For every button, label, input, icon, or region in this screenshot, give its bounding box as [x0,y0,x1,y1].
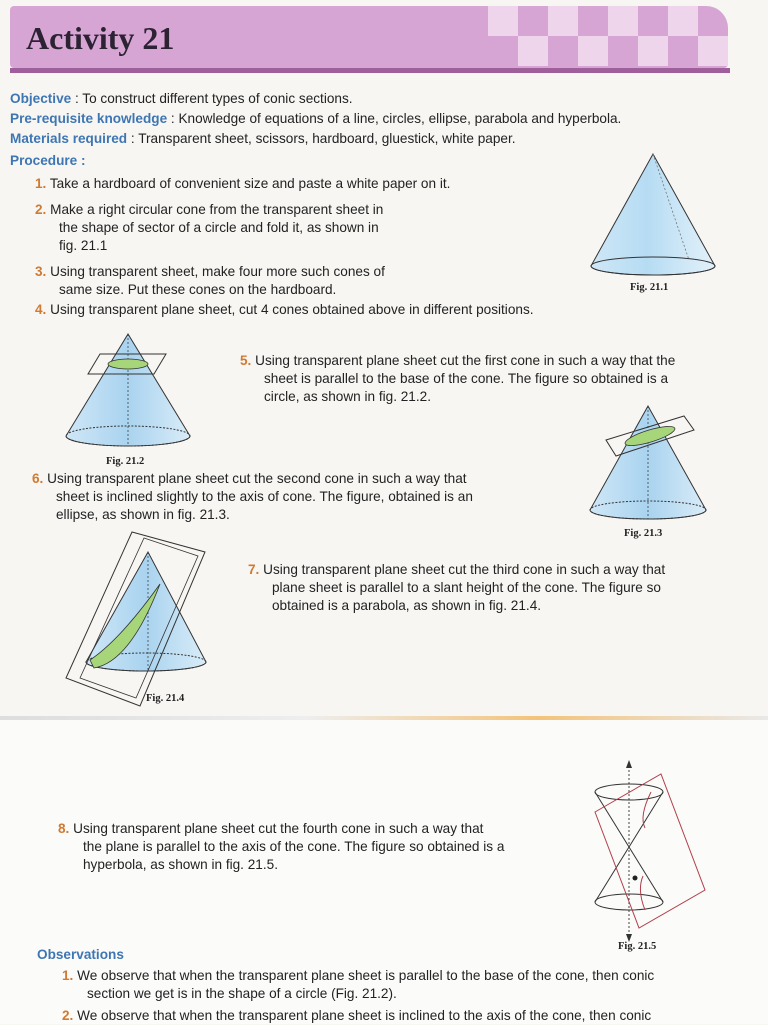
cone-figure-21-2 [60,328,195,453]
caption-fig-21-2: Fig. 21.2 [106,456,145,467]
caption-fig-21-3: Fig. 21.3 [624,528,663,539]
step-6-line-3: ellipse, as shown in fig. 21.3. [56,507,230,522]
observation-2: 2. We observe that when the transparent plane sheet is inclined to the axis of the cone, then conic [62,1008,652,1023]
prerequisite-text: : Knowledge of equations of a line, circles, ellipse, parabola and hyperbola. [170,111,622,126]
cone-figure-21-1 [585,150,725,280]
step-8: 8. Using transparent plane sheet cut the fourth cone in such a way that [58,821,484,836]
step-7-line-3: obtained is a parabola, as shown in fig. 21.4. [272,598,542,613]
double-cone-figure-21-5 [585,760,715,945]
step-2-line-2: the shape of sector of a circle and fold it, as shown in [59,220,379,235]
step-7: 7. Using transparent plane sheet cut the third cone in such a way that [248,562,666,577]
objective-text: : To construct different types of conic sections. [74,91,353,106]
cone-figure-21-4 [60,530,220,710]
step-2: 2. Make a right circular cone from the transparent sheet in [35,202,384,217]
step-5: 5. Using transparent plane sheet cut the first cone in such a way that the [240,353,676,368]
objective-line [10,90,353,108]
observations-label: Observations [37,947,124,962]
caption-fig-21-1: Fig. 21.1 [630,282,669,293]
banner-shadow [10,68,730,73]
step-3: 3. Using transparent sheet, make four more such cones of [35,264,385,279]
step-6: 6. Using transparent plane sheet cut the second cone in such a way that [32,471,467,486]
step-5-line-3: circle, as shown in fig. 21.2. [264,389,431,404]
materials-text: : Transparent sheet, scissors, hardboard, gluestick, white paper. [130,131,516,146]
step-8-line-3: hyperbola, as shown in fig. 21.5. [83,857,278,872]
materials-label: Materials required [10,131,128,146]
step-2-line-3: fig. 21.1 [59,238,108,253]
prerequisite-label: Pre-requisite knowledge [10,111,168,126]
objective-label: Objective [10,91,72,106]
caption-fig-21-5: Fig. 21.5 [618,941,657,952]
prerequisite-line [10,110,621,128]
step-6-line-2: sheet is inclined slightly to the axis of cone. The figure, obtained is an [56,489,473,504]
cone-figure-21-3 [586,400,716,528]
step-4: 4. Using transparent plane sheet, cut 4 cones obtained above in different positions. [35,302,534,317]
observation-1: 1. We observe that when the transparent plane sheet is parallel to the base of the cone, then conic [62,968,655,983]
caption-fig-21-4: Fig. 21.4 [146,693,185,704]
step-1: 1. Take a hardboard of convenient size and paste a white paper on it. [35,176,451,191]
step-7-line-2: plane sheet is parallel to a slant height of the cone. The figure so [272,580,661,595]
step-3-line-2: same size. Put these cones on the hardboard. [59,282,337,297]
page-title: Activity 21 [26,20,175,56]
materials-line [10,130,516,148]
step-8-line-2: the plane is parallel to the axis of the cone. The figure so obtained is a [83,839,505,854]
observation-1-line-2: section we get is in the shape of a circle (Fig. 21.2). [87,986,397,1001]
procedure-label: Procedure : [10,153,86,168]
step-5-line-2: sheet is parallel to the base of the cone. The figure so obtained is a [264,371,669,386]
